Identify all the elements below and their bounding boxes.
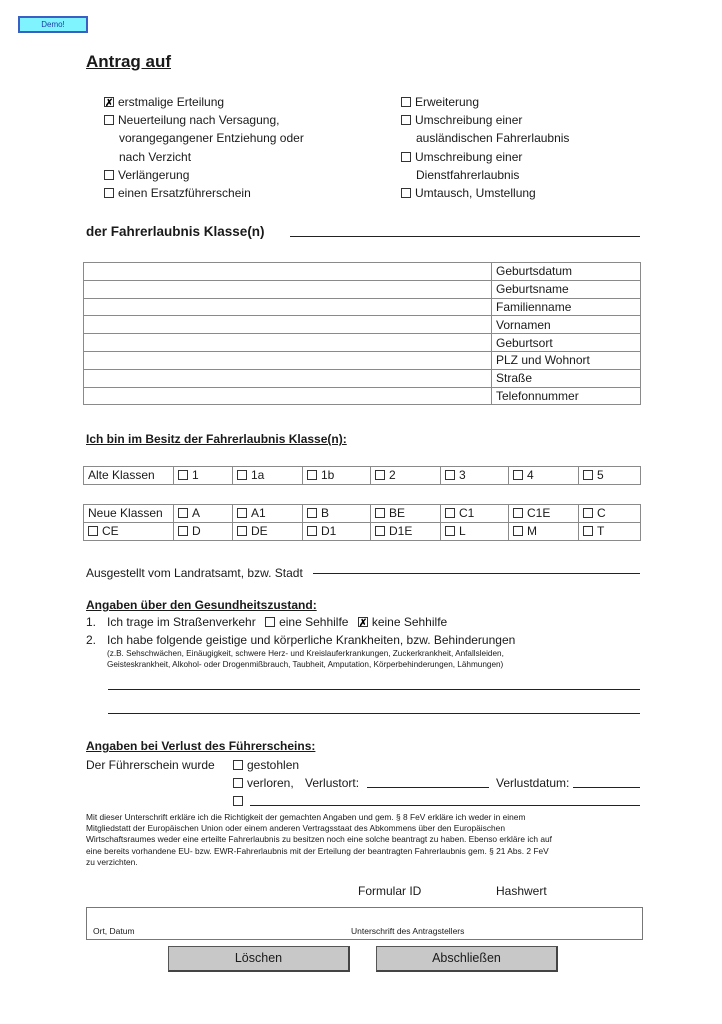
option-label: Umschreibung einer (415, 113, 523, 128)
health-input-line-1[interactable] (108, 689, 640, 690)
class-label: D (192, 524, 201, 539)
loss-other-input-line[interactable] (250, 805, 640, 806)
option-label: Neuerteilung nach Versagung, (118, 113, 280, 128)
field-label: Geburtsdatum (492, 263, 641, 281)
checkbox-verloren[interactable] (233, 778, 243, 788)
checkbox-class-c1[interactable] (445, 508, 455, 518)
item-text: Ich habe folgende geistige und körperliche Krankheiten, bzw. Behinderungen (107, 633, 516, 647)
field-label: PLZ und Wohnort (492, 351, 641, 369)
loss-date-label: Verlustdatum: (496, 776, 570, 790)
demo-button[interactable]: Demo! (18, 16, 88, 33)
declaration-line: zu verzichten. (86, 856, 138, 867)
option-label: erstmalige Erteilung (118, 95, 225, 109)
class-label: 1b (321, 468, 335, 483)
loss-place-input-line[interactable] (367, 787, 489, 788)
checkbox-class-m[interactable] (513, 526, 523, 536)
class-label: T (597, 524, 605, 539)
declaration-line: eine bereits vorhandene EU- bzw. EWR-Fahrerlaubnis mit der Erteilung der beantragten Fahrerlaubnis gem. § 21 Abs. 2 FeV (86, 845, 549, 856)
checkbox-umschreibung-dienst[interactable] (401, 152, 411, 162)
application-type-right-column (401, 93, 569, 202)
class-label: D1E (389, 524, 413, 539)
loss-place-label: Verlustort: (305, 776, 360, 790)
loss-option-other (233, 792, 247, 810)
value-cell[interactable] (84, 351, 492, 369)
class-heading: der Fahrerlaubnis Klasse(n) (86, 224, 265, 239)
declaration-line: Mit dieser Unterschrift erkläre ich die Richtigkeit der gemachten Angaben und gem. § 8 FeV erkläre ich weder in einem (86, 812, 526, 822)
signature-box[interactable] (86, 907, 643, 940)
class-label: A1 (251, 506, 266, 521)
checkbox-class-1[interactable] (178, 470, 188, 480)
loss-option-lost (233, 774, 359, 792)
class-label: CE (102, 524, 119, 539)
checkbox-ersatzfuehrerschein[interactable] (104, 188, 114, 198)
checkbox-class-5[interactable] (583, 470, 593, 480)
signature-label: Unterschrift des Antragstellers (351, 926, 465, 936)
class-label: 1 (192, 468, 199, 483)
table-row (84, 369, 641, 387)
class-label: M (527, 524, 537, 539)
declaration-line: Mitgliedstatt der Europäischen Union oder einem anderen Vertragsstaat des Abkommens über den Europäischen (86, 823, 505, 834)
value-cell[interactable] (84, 334, 492, 352)
checkbox-umschreibung-ausland[interactable] (401, 115, 411, 125)
page-title: Antrag auf (86, 52, 171, 71)
item-number: 1. (86, 615, 97, 629)
option-label: Erweiterung (415, 95, 480, 109)
checkbox-erstmalige-erteilung[interactable] (104, 97, 114, 107)
field-label: Familienname (492, 298, 641, 316)
loss-date-input-line[interactable] (573, 787, 640, 788)
class-label: L (459, 524, 466, 539)
personal-data-table (83, 262, 641, 405)
option-continuation: ausländischen Fahrerlaubnis (416, 131, 570, 146)
checkbox-other[interactable] (233, 796, 243, 806)
hashwert-label: Hashwert (496, 884, 547, 898)
loss-heading: Angaben bei Verlust des Führerscheins: (86, 739, 316, 753)
table-row (84, 298, 641, 316)
checkbox-class-1b[interactable] (307, 470, 317, 480)
option-label: einen Ersatzführerschein (118, 186, 251, 201)
field-label: Geburtsname (492, 280, 641, 298)
class-label: B (321, 506, 330, 521)
checkbox-class-d[interactable] (178, 526, 188, 536)
class-label: A (192, 506, 201, 521)
option-continuation: Dienstfahrerlaubnis (416, 167, 520, 182)
checkbox-class-2[interactable] (375, 470, 385, 480)
health-input-line-2[interactable] (108, 713, 640, 714)
value-cell[interactable] (84, 280, 492, 298)
option-label: gestohlen (247, 758, 300, 772)
health-item-2 (86, 631, 515, 649)
class-label: 5 (597, 468, 604, 483)
table-row (84, 351, 641, 369)
checkbox-class-b[interactable] (307, 508, 317, 518)
checkbox-class-de[interactable] (237, 526, 247, 536)
field-label: Straße (492, 369, 641, 387)
checkbox-class-4[interactable] (513, 470, 523, 480)
checkbox-verlaengerung[interactable] (104, 170, 114, 180)
table-row (84, 522, 641, 540)
loss-option-stolen (233, 756, 299, 774)
class-label: 3 (459, 468, 466, 483)
class-label: D1 (321, 524, 337, 539)
checkbox-class-t[interactable] (583, 526, 593, 536)
checkbox-umtausch[interactable] (401, 188, 411, 198)
checkbox-class-c1e[interactable] (513, 508, 523, 518)
application-type-left-column (104, 93, 304, 202)
checkbox-class-a1[interactable] (237, 508, 247, 518)
issued-by-input-line[interactable] (313, 573, 640, 574)
value-cell[interactable] (84, 387, 492, 405)
row-label: Neue Klassen (84, 505, 174, 523)
field-label: Telefonnummer (492, 387, 641, 405)
checkbox-class-l[interactable] (445, 526, 455, 536)
formular-id-label: Formular ID (358, 884, 422, 898)
option-label: Umschreibung einer (415, 149, 523, 164)
loss-intro: Der Führerschein wurde (86, 758, 215, 772)
place-date-label: Ort, Datum (93, 926, 135, 936)
option-label: eine Sehhilfe (279, 615, 349, 629)
class-label: C1 (459, 506, 475, 521)
table-row (84, 263, 641, 281)
class-label: C1E (527, 506, 551, 521)
checkbox-eine-sehhilfe[interactable] (265, 617, 275, 627)
clear-button[interactable]: Löschen (168, 946, 350, 972)
class-label: C (597, 506, 606, 521)
checkbox-erweiterung[interactable] (401, 97, 411, 107)
checkbox-class-ce[interactable] (88, 526, 98, 536)
value-cell[interactable] (84, 316, 492, 334)
class-label: BE (389, 506, 406, 521)
row-label: Alte Klassen (84, 467, 174, 485)
class-input-line[interactable] (290, 236, 640, 237)
class-label: 4 (527, 468, 534, 483)
value-cell[interactable] (84, 263, 492, 281)
class-label: 1a (251, 468, 265, 483)
checkbox-class-d1[interactable] (307, 526, 317, 536)
table-row (84, 467, 641, 485)
old-classes-table (83, 466, 641, 485)
note-line: Geisteskrankheit, Alkohol- oder Drogenmißbrauch, Taubheit, Amputation, Körperbehinderungen, Lähmungen) (107, 659, 504, 669)
checkbox-class-be[interactable] (375, 508, 385, 518)
new-classes-table (83, 504, 641, 541)
finish-button[interactable]: Abschließen (376, 946, 558, 972)
table-row (84, 387, 641, 405)
checkbox-class-a[interactable] (178, 508, 188, 518)
declaration-line: Wirtschaftsraumes weder eine erteilte Fahrerlaubnis zu besitzen noch eine solche beantragt zu haben. Ebenso erkläre ich auf (86, 834, 553, 845)
class-label: DE (251, 524, 268, 539)
health-item-1 (86, 613, 447, 631)
checkbox-neuerteilung[interactable] (104, 115, 114, 125)
checkbox-class-1a[interactable] (237, 470, 247, 480)
item-number: 2. (86, 633, 97, 647)
checkbox-gestohlen[interactable] (233, 760, 243, 770)
class-label: 2 (389, 468, 396, 483)
table-row (84, 334, 641, 352)
health-item-2-note (107, 649, 504, 670)
option-label: Umtausch, Umstellung (415, 186, 536, 201)
value-cell[interactable] (84, 298, 492, 316)
option-label: verloren, (247, 776, 294, 790)
health-heading: Angaben über den Gesundheitszustand: (86, 598, 317, 612)
possession-heading: Ich bin im Besitz der Fahrerlaubnis Klasse(n): (86, 432, 347, 446)
checkbox-class-c[interactable] (583, 508, 593, 518)
option-continuation: vorangegangener Entziehung oder (119, 131, 304, 146)
field-label: Vornamen (492, 316, 641, 334)
table-row (84, 316, 641, 334)
issued-by-label: Ausgestellt vom Landratsamt, bzw. Stadt (86, 566, 303, 580)
checkbox-keine-sehhilfe[interactable] (358, 617, 368, 627)
table-row (84, 280, 641, 298)
checkbox-class-d1e[interactable] (375, 526, 385, 536)
item-text: Ich trage im Straßenverkehr (107, 615, 256, 629)
option-label: keine Sehhilfe (371, 615, 448, 629)
declaration-text (86, 812, 552, 868)
field-label: Geburtsort (492, 334, 641, 352)
value-cell[interactable] (84, 369, 492, 387)
option-label: Verlängerung (118, 167, 190, 182)
option-continuation: nach Verzicht (119, 149, 192, 164)
note-line: (z.B. Sehschwächen, Einäugigkeit, schwere Herz- und Kreislauferkrankungen, Zuckerkrankheit, Anfallsleiden, (107, 649, 504, 658)
checkbox-class-3[interactable] (445, 470, 455, 480)
table-row (84, 505, 641, 523)
